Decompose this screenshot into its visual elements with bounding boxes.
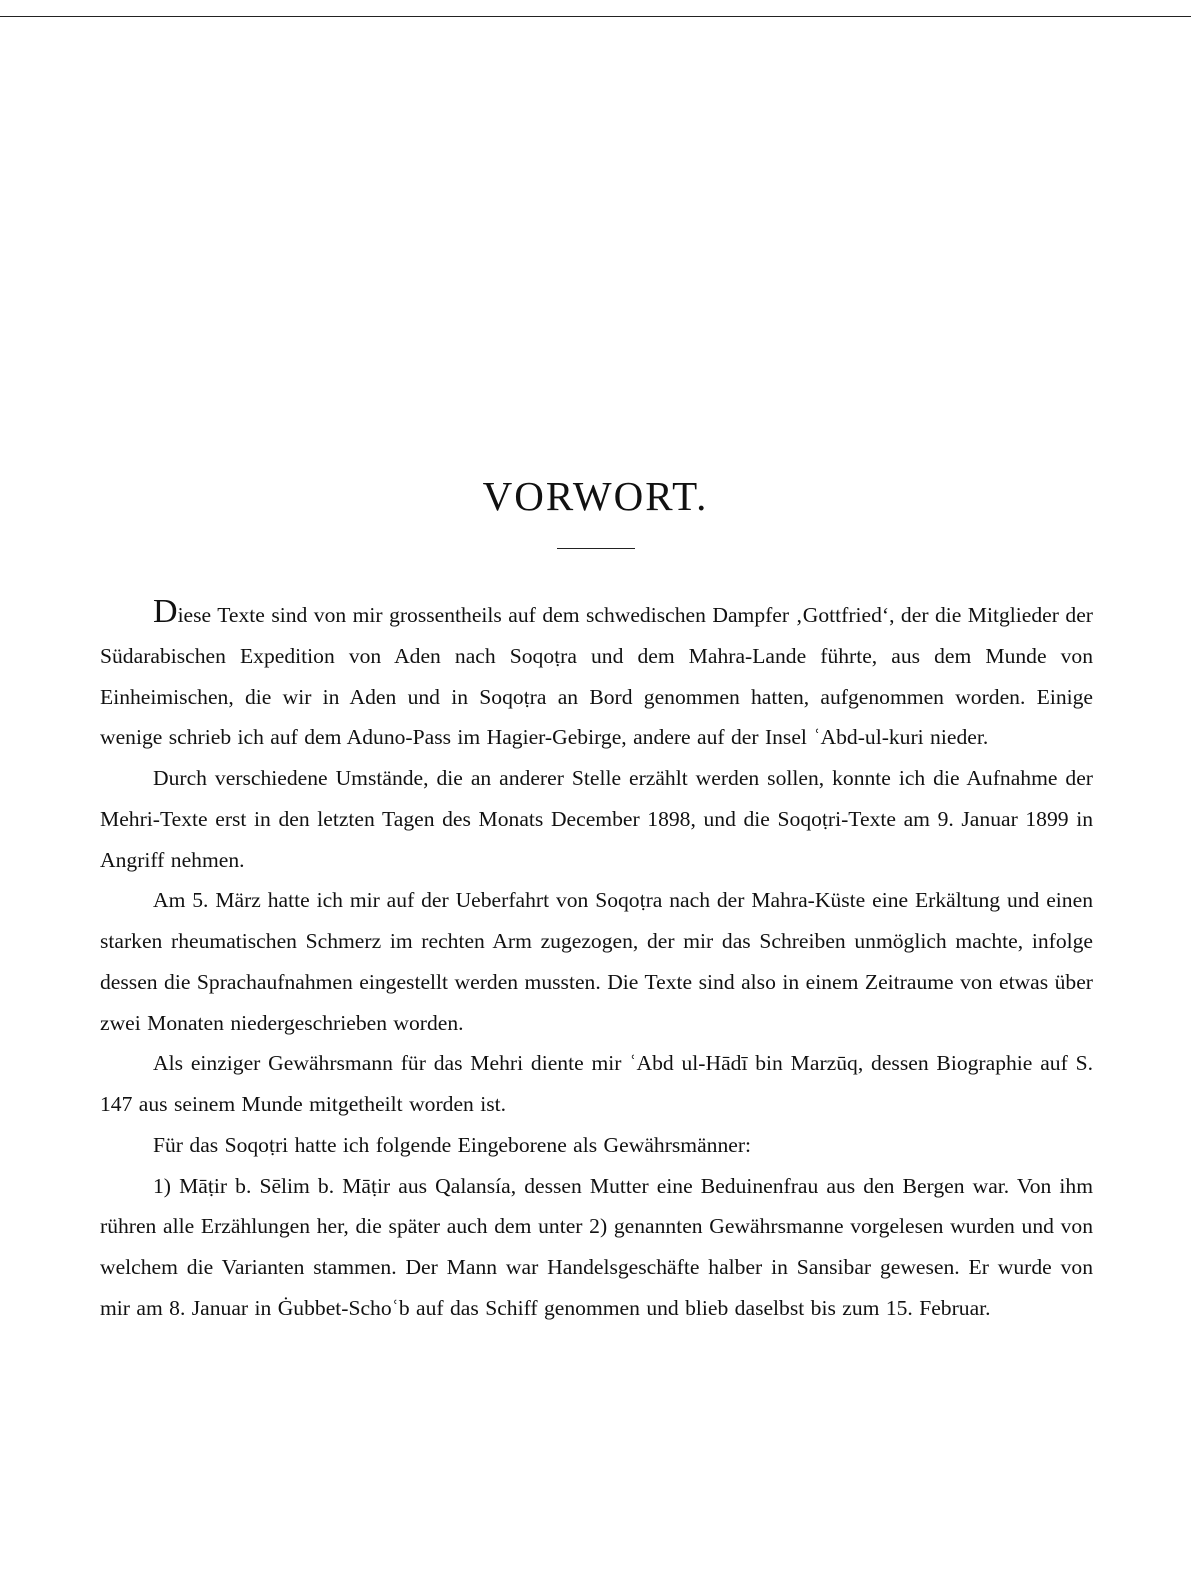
top-rule — [0, 16, 1191, 17]
paragraph-1 — [100, 595, 1093, 758]
drop-initial: D — [153, 593, 178, 630]
paragraph-1-text: iese Texte sind von mir grossentheils auf dem schwedischen Dampfer ‚Gottfried‘, der die Mitglieder der Südarabischen Expedition von Aden nach Soqoṭra und dem Mahra-Lande führte, aus dem Munde von Einheimischen, die wir in Aden und in Soqoṭra an Bord genommen hatten, aufgenommen worden. Einige wenige schrieb ich auf dem Aduno-Pass im Hagier-Gebirge, andere auf der Insel ʿAbd-ul-kuri nieder. — [100, 603, 1093, 750]
page-title: VORWORT. — [482, 473, 709, 519]
title-rule — [557, 548, 635, 549]
body-text — [100, 595, 1093, 1329]
paragraph-3: Am 5. März hatte ich mir auf der Ueberfahrt von Soqoṭra nach der Mahra-Küste eine Erkältung und einen starken rheumatischen Schmerz im rechten Arm zugezogen, der mir das Schreiben unmöglich machte, infolge dessen die Sprachaufnahmen eingestellt werden mussten. Die Texte sind also in einem Zeitraume von etwas über zwei Monaten niedergeschrieben worden. — [100, 888, 1093, 1035]
paragraph-4: Als einziger Gewährsmann für das Mehri diente mir ʿAbd ul-Hādī bin Marzūq, dessen Biographie auf S. 147 aus seinem Munde mitgetheilt worden ist. — [100, 1051, 1093, 1116]
paragraph-2: Durch verschiedene Umstände, die an anderer Stelle erzählt werden sollen, konnte ich die Aufnahme der Mehri-Texte erst in den letzten Tagen des Monats December 1898, und die Soqoṭri-Texte am 9. Januar 1899 in Angriff nehmen. — [100, 766, 1093, 872]
paragraph-6: 1) Māṭir b. Sēlim b. Māṭir aus Qalansía, dessen Mutter eine Beduinenfrau aus den Bergen war. Von ihm rühren alle Erzählungen her, die später auch dem unter 2) genannten Gewährsmanne vorgelesen wurden und von welchem die Varianten stammen. Der Mann war Handelsgeschäfte halber in Sansibar gewesen. Er wurde von mir am 8. Januar in Ġubbet-Schoʿb auf das Schiff genommen und blieb daselbst bis zum 15. Februar. — [100, 1173, 1093, 1320]
paragraph-5: Für das Soqoṭri hatte ich folgende Eingeborene als Gewährsmänner: — [153, 1132, 752, 1157]
